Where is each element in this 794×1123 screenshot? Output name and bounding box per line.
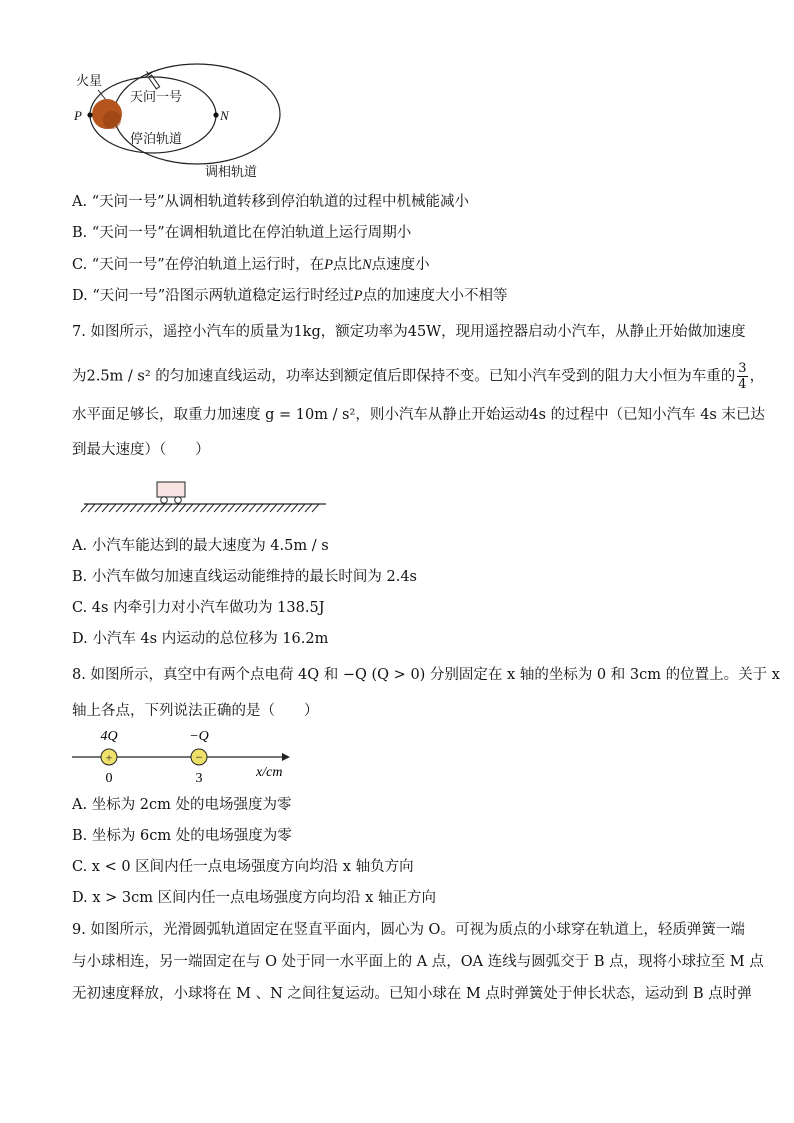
option-text: x > 3cm 区间内任一点电场强度方向均沿 x 轴正方向 (92, 890, 436, 906)
phasing-orbit (114, 64, 280, 164)
q9-stem-line1: 9. 如图所示，光滑圆弧轨道固定在竖直平面内，圆心为 O。可视为质点的小球穿在轨道上，轻质弹簧一端 (72, 922, 745, 938)
q7-option-c (72, 598, 325, 618)
point-p-label: P (74, 108, 82, 123)
tick-0-label: 0 (105, 771, 113, 784)
q7-stem-line1: 7. 如图所示，遥控小汽车的质量为1kg，额定功率为45W，现用遥控器启动小汽车，从静止开始做加速度 (72, 324, 746, 340)
option-text: “天问一号”沿图示两轨道稳定运行时经过 (92, 288, 354, 304)
ground-hatching (81, 504, 319, 512)
option-text: 点比 (332, 257, 362, 273)
option-text: 坐标为 2cm 处的电场强度为零 (91, 797, 292, 813)
fraction-denominator: 4 (738, 377, 747, 392)
q9-stem-line3: 无初速度释放，小球将在 M 、N 之间往复运动。已知小球在 M 点时弹簧处于伸长状态，运动到 B 点时弹 (72, 986, 752, 1002)
option-letter: A. (72, 797, 88, 813)
point-n-label: N (220, 108, 229, 123)
axis-label: x/cm (256, 765, 283, 780)
q8-stem-line1: 8. 如图所示，真空中有两个点电荷 4Q 和 −Q (Q > 0) 分别固定在 x 轴的坐标为 0 和 3cm 的位置上。关于 x (72, 667, 780, 683)
charge-neg-q-label: −Q (189, 729, 209, 744)
q8-stem-line2: 轴上各点，下列说法正确的是（ ） (72, 703, 319, 719)
q7-stem-line2 (72, 361, 764, 392)
option-text: x < 0 区间内任一点电场强度方向均沿 x 轴负方向 (91, 859, 414, 875)
option-letter: D. (72, 288, 88, 304)
q7-stem-line4: 到最大速度）（ ） (72, 442, 210, 458)
var-p: P (324, 257, 333, 273)
q7-stem-text: 为2.5m / s² 的匀加速直线运动，功率达到额定值后即保持不变。已知小汽车受到的阻力大小恒为车重的 (72, 368, 736, 385)
option-letter: B. (72, 828, 88, 844)
option-text: 小汽车 4s 内运动的总位移为 16.2m (92, 631, 329, 647)
q6-option-b (72, 223, 411, 243)
probe-label: 天问一号 (130, 90, 183, 105)
tick-3-label: 3 (195, 771, 203, 784)
option-letter: C. (72, 600, 88, 616)
q6-option-d (72, 286, 508, 306)
q7-option-d (72, 629, 328, 649)
option-text: “天问一号”在调相轨道比在停泊轨道上运行周期小 (91, 225, 412, 241)
q8-option-c (72, 857, 414, 877)
option-letter: C. (72, 859, 88, 875)
car-wheel-icon (175, 497, 182, 504)
option-text: 点的加速度大小不相等 (362, 288, 508, 304)
point-p-dot (87, 112, 92, 117)
q7-stem-line3: 水平面足够长，取重力加速度 g = 10m / s²，则小汽车从静止开始运动4s 的过程中（已知小汽车 4s 末已达 (72, 407, 765, 423)
option-letter: B. (72, 569, 88, 585)
option-letter: D. (72, 890, 88, 906)
option-letter: A. (72, 538, 88, 554)
x-axis-arrow-icon (282, 753, 290, 761)
point-n-dot (213, 112, 218, 117)
var-p: P (353, 288, 363, 304)
q7-option-a (72, 536, 329, 556)
option-text: 小汽车做匀加速直线运动能维持的最长时间为 2.4s (91, 569, 417, 585)
option-letter: C. (72, 257, 88, 273)
parking-orbit-label: 停泊轨道 (130, 132, 183, 147)
q9-stem-line2: 与小球相连，另一端固定在与 O 处于同一水平面上的 A 点，OA 连线与圆弧交于 B 点，现将小球拉至 M 点 (72, 954, 764, 970)
option-letter: B. (72, 225, 88, 241)
charge-4q-label: 4Q (100, 729, 118, 744)
car-wheel-icon (161, 497, 168, 504)
positive-sign: + (105, 750, 113, 765)
phasing-orbit-label: 调相轨道 (205, 165, 258, 180)
option-text: 小汽车能达到的最大速度为 4.5m / s (91, 538, 329, 554)
fraction-numerator: 3 (738, 361, 747, 376)
q8-option-b (72, 826, 292, 846)
probe-icon (142, 68, 162, 90)
option-text: 4s 内牵引力对小汽车做功为 138.5J (91, 600, 325, 616)
option-letter: D. (72, 631, 88, 647)
mars-shade (103, 111, 121, 129)
option-letter: A. (72, 194, 88, 210)
option-text: “天问一号”在停泊轨道上运行时，在 (91, 257, 325, 273)
option-text: “天问一号”从调相轨道转移到停泊轨道的过程中机械能减小 (91, 194, 470, 210)
q8-option-d (72, 888, 436, 908)
charge-figure (68, 724, 308, 784)
mars-label: 火星 (76, 74, 103, 89)
q7-stem-text: ， (749, 368, 765, 385)
car-figure (80, 478, 330, 518)
q7-option-b (72, 567, 417, 587)
var-n: N (361, 257, 372, 273)
q6-option-a (72, 192, 469, 212)
option-text: 点速度小 (371, 257, 430, 273)
q8-option-a (72, 795, 292, 815)
negative-sign: − (195, 749, 203, 765)
fraction-3-4 (737, 361, 747, 392)
option-text: 坐标为 6cm 处的电场强度为零 (91, 828, 292, 844)
car-body (157, 482, 185, 497)
q6-option-c (72, 255, 430, 275)
